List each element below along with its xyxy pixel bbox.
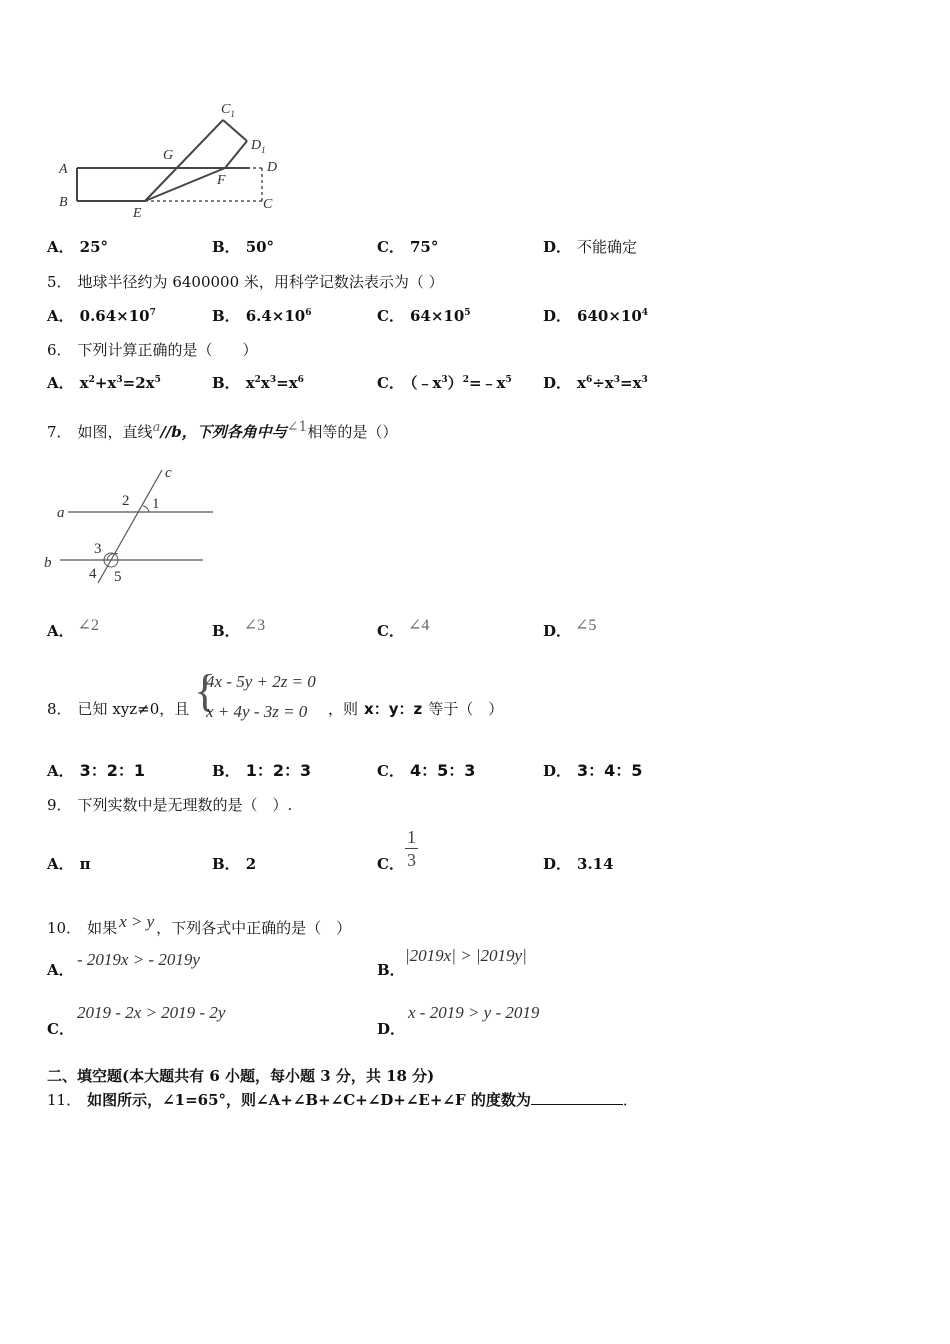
q4-option-c[interactable] bbox=[377, 236, 438, 257]
q8-stem-pre: 8． 已知 xyz≠0，且 bbox=[47, 700, 190, 718]
q9-option-c-fraction: $\frac{1}{3}$ bbox=[407, 827, 416, 870]
q5-option-a[interactable]: A． $0.64\times 10^7$ bbox=[47, 307, 156, 325]
q9-option-a[interactable]: A． π bbox=[47, 855, 91, 873]
label-1: 1 bbox=[152, 496, 160, 512]
label-4: 4 bbox=[89, 566, 97, 582]
q4-figure bbox=[55, 95, 295, 225]
q10-option-d-expr: x - 2019 > y - 2019 bbox=[408, 1003, 540, 1022]
q7-option-b[interactable]: B． ∠3 bbox=[212, 617, 266, 640]
q10-option-a-expr: - 2019x > - 2019y bbox=[77, 950, 200, 969]
q9-option-d[interactable]: D． 3.14 bbox=[543, 855, 614, 873]
option-text: 75° bbox=[409, 238, 439, 256]
q6-option-a[interactable]: A． $x^2+x^3=2x^5$ bbox=[47, 374, 161, 392]
label-d: D bbox=[267, 160, 278, 175]
q8-equation-2: x + 4y - 3z = 0 bbox=[206, 702, 308, 721]
q5-option-c[interactable]: C． $64\times 10^5$ bbox=[377, 307, 471, 325]
q11-stem: 11． 如图所示，∠1=65°，则∠A+∠B+∠C+∠D+∠E+∠F 的度数为 ． bbox=[47, 1091, 638, 1109]
q6-option-c[interactable]: C． $(﹣x^3)^2=﹣x^5$ bbox=[377, 374, 512, 392]
q4-option-b[interactable] bbox=[212, 236, 274, 257]
q9-option-b[interactable]: B． 2 bbox=[212, 855, 257, 873]
q5-stem: 5． 地球半径约为 6400000 米，用科学记数法表示为（ ） bbox=[47, 273, 444, 291]
label-5: 5 bbox=[114, 569, 122, 585]
q8-stem-post: ，则 x：y：z 等于（ ） bbox=[328, 700, 504, 718]
q10-option-d[interactable]: D． bbox=[377, 1020, 406, 1038]
label-d1: $D_1$ bbox=[251, 138, 266, 155]
label-c: C bbox=[263, 197, 273, 212]
q8-option-b[interactable]: B． 1：2：3 bbox=[212, 761, 312, 780]
label-g: G bbox=[163, 148, 174, 163]
q7-stem: 7． 如图，直线a//b，下列各角中与∠1相等的是（） bbox=[47, 419, 398, 441]
option-label: A． bbox=[47, 238, 74, 256]
q10-option-c[interactable]: C． bbox=[47, 1020, 74, 1038]
option-label: D． bbox=[543, 238, 572, 256]
option-label: B． bbox=[212, 238, 240, 256]
label-b: b bbox=[44, 555, 52, 571]
q8-option-d[interactable]: D． 3：4：5 bbox=[543, 761, 643, 780]
q7-option-d[interactable]: D． ∠5 bbox=[543, 617, 597, 640]
q8-equation-1: 4x - 5y + 2z = 0 bbox=[206, 672, 316, 691]
segment-d1f bbox=[225, 141, 247, 168]
label-b: B bbox=[59, 195, 68, 210]
q9-stem: 9． 下列实数中是无理数的是（ ）. bbox=[47, 796, 293, 814]
angle-arc-1 bbox=[143, 506, 149, 512]
q5-option-d[interactable]: D． $640\times 10^4$ bbox=[543, 307, 649, 325]
q6-stem: 6． 下列计算正确的是（ ） bbox=[47, 341, 258, 359]
label-f: F bbox=[217, 173, 226, 188]
q7-option-c[interactable]: C． ∠4 bbox=[377, 617, 430, 640]
segment-ec1 bbox=[145, 120, 223, 201]
q10-option-b[interactable]: B． bbox=[377, 961, 405, 979]
label-3: 3 bbox=[94, 541, 102, 557]
q5-option-b[interactable]: B． $6.4\times 10^6$ bbox=[212, 307, 312, 325]
label-c1: $C_1$ bbox=[221, 102, 235, 119]
q4-option-d[interactable] bbox=[543, 236, 637, 257]
option-label: C． bbox=[377, 238, 404, 256]
q4-option-a[interactable] bbox=[47, 236, 108, 257]
label-c: c bbox=[165, 465, 172, 481]
option-text: 不能确定 bbox=[577, 238, 638, 256]
segment-c1d1 bbox=[223, 120, 247, 141]
q8-option-c[interactable]: C． 4：5：3 bbox=[377, 761, 476, 780]
q6-option-d[interactable]: D． $x^6\div x^3=x^3$ bbox=[543, 374, 648, 392]
q9-option-c[interactable]: C． bbox=[377, 855, 404, 873]
label-e: E bbox=[133, 206, 142, 221]
q8-brace: { bbox=[194, 665, 217, 716]
label-a: a bbox=[57, 505, 65, 521]
q10-option-b-expr: |2019x| > |2019y| bbox=[405, 946, 527, 965]
q8-option-a[interactable]: A． 3：2：1 bbox=[47, 761, 146, 780]
segment-ef bbox=[145, 168, 225, 201]
q10-stem: 10． 如果 x > y ，下列各式中正确的是（ ） bbox=[47, 912, 352, 937]
q11-answer-blank[interactable] bbox=[531, 1090, 623, 1105]
label-2: 2 bbox=[122, 493, 130, 509]
option-text: 50° bbox=[245, 238, 275, 256]
label-a: A bbox=[59, 162, 68, 177]
q7-figure bbox=[40, 460, 230, 590]
q10-option-a[interactable]: A． bbox=[47, 961, 74, 979]
q6-option-b[interactable]: B． $x^2x^3=x^6$ bbox=[212, 374, 304, 392]
section-2-title: 二、填空题(本大题共有 6 小题，每小题 3 分，共 18 分) bbox=[47, 1067, 435, 1085]
q10-option-c-expr: 2019 - 2x > 2019 - 2y bbox=[77, 1003, 226, 1022]
q7-option-a[interactable]: A． ∠2 bbox=[47, 617, 100, 640]
option-text: 25° bbox=[79, 238, 109, 256]
